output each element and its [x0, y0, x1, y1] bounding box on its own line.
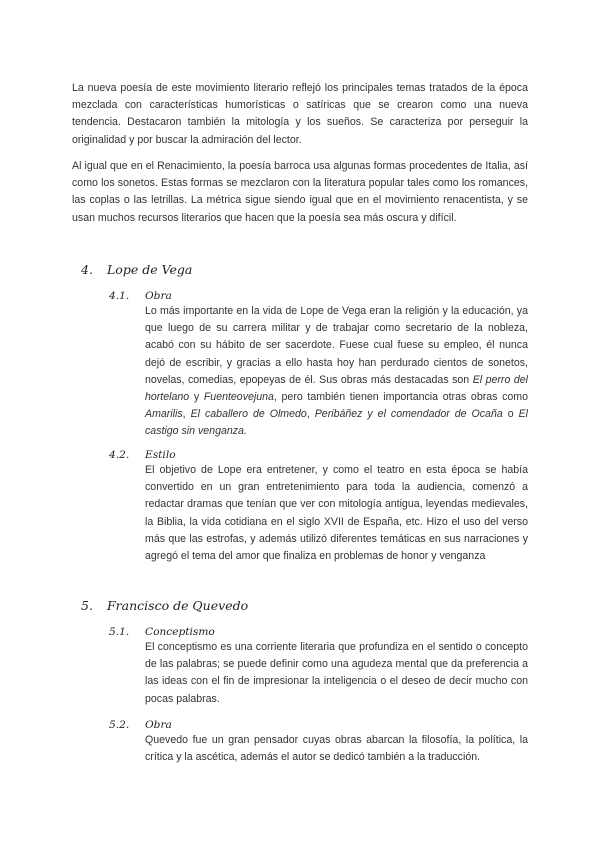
- subsection-number: 5.2.: [109, 719, 130, 731]
- subsection-paragraph: Lo más importante en la vida de Lope de Vega eran la religión y la educación, ya que luego de su carrera militar y de trabajar como secretario de la nobleza, acabó con su hábito de ser sacerdote. Fuese cual fuese su empleo, él nunca dejó de escribir, y gracias a ello hasta hoy han perdurado cientos de sonetos, novelas, comedias, epopeyas de él. Sus obras más destacadas son El perro del hortelano y Fuenteovejuna, pero también tienen importancia otras obras como Amarilis, El caballero de Olmedo, Peribáñez y el comendador de Ocaña o El castigo sin venganza.: [145, 305, 528, 438]
- subsection-title: Estilo: [145, 449, 176, 461]
- work-title: Amarilis: [145, 408, 183, 421]
- intro-paragraph-2: Al igual que en el Renacimiento, la poesía barroca usa algunas formas procedentes de Italia, así como los sonetos. Estas formas se mezclaron con la literatura popular tales como los romances, las coplas o las letrillas. La métrica sigue siendo igual que en el movimiento renacentista, y se usan muchos recursos literarios que hacen que la poesía sea más oscura y difícil.: [72, 160, 528, 224]
- subsection-title: Conceptismo: [145, 626, 215, 638]
- work-title: Peribáñez y el comendador de Ocaña: [314, 408, 503, 421]
- subsection-number: 4.2.: [109, 449, 130, 461]
- work-title: El perro del hortelano: [145, 373, 528, 404]
- subsection-paragraph: Quevedo fue un gran pensador cuyas obras abarcan la filosofía, la política, la crítica y la ascética, además el autor se dedicó también a la traducción.: [145, 734, 528, 764]
- subsection-title: Obra: [145, 719, 172, 731]
- section-number: 4.: [81, 262, 93, 277]
- section-number: 5.: [81, 598, 93, 613]
- subsection-paragraph: El objetivo de Lope era entretener, y como el teatro en esta época se había convertido en un gran entretenimiento para toda la audiencia, comenzó a redactar dramas que tenían que ver con mitología antigua, leyendas medievales, la Biblia, la vida cotidiana en el siglo XVII de España, etc. Hizo el uso del verso más que las estrofas, y además utilizó diferentes temáticas en sus narraciones y agregó el tema del amor que finaliza en problemas de honor y venganza: [145, 464, 528, 563]
- subsection-number: 4.1.: [109, 290, 130, 302]
- section-title: Francisco de Quevedo: [107, 598, 249, 613]
- subsection-title: Obra: [145, 290, 172, 302]
- work-title: Fuenteovejuna: [203, 391, 274, 404]
- work-title: El caballero de Olmedo: [190, 408, 307, 421]
- subsection-number: 5.1.: [109, 626, 130, 638]
- subsection-paragraph: El conceptismo es una corriente literaria que profundiza en el sentido o concepto de las palabras; se puede definir como una agudeza mental que da preferencia a las ideas con el fin de impresionar la inteligencia o el deseo de decir mucho con pocas palabras.: [145, 641, 528, 705]
- section-title: Lope de Vega: [107, 262, 193, 277]
- work-title: El castigo sin venganza.: [145, 408, 528, 438]
- intro-paragraph-1: La nueva poesía de este movimiento literario reflejó los principales temas tratados de la época mezclada con características humorísticas o satíricas que se crearon como una nueva tendencia. Destacaron también la mitología y los sueños. Se caracteriza por perseguir la originalidad y por buscar la admiración del lector.: [72, 82, 528, 146]
